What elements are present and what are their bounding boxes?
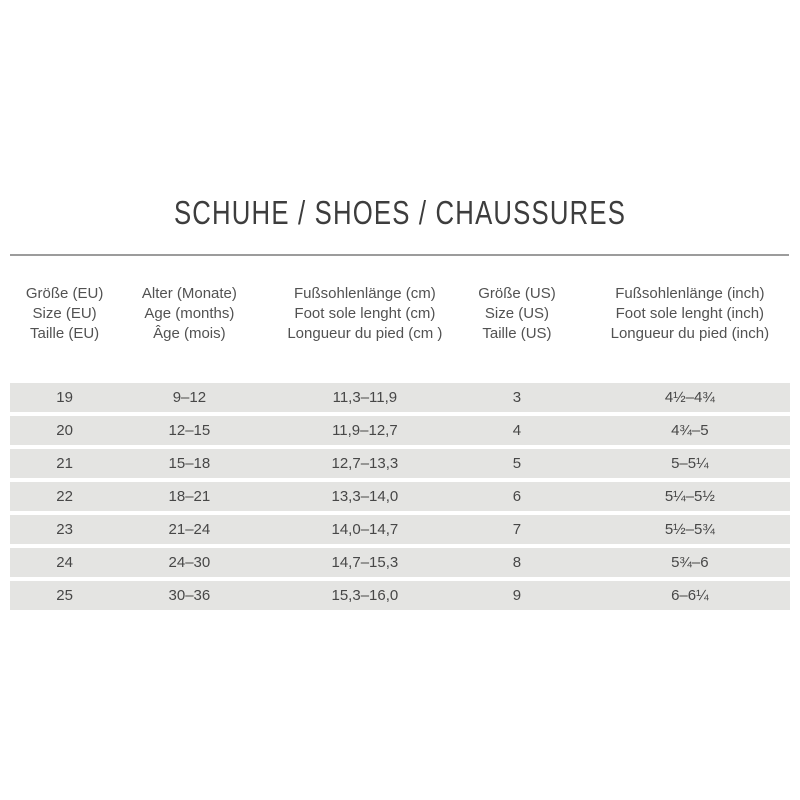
cell-length-cm: 12,7–13,3 — [331, 455, 399, 472]
cell-us-size: 7 — [512, 521, 522, 538]
header-label-fr: Longueur du pied (inch) — [610, 325, 770, 342]
cell-eu-size: 22 — [56, 488, 73, 505]
cell-length-inch: 5½–5¾ — [664, 521, 715, 538]
cell-length-cm: 13,3–14,0 — [331, 488, 399, 505]
title-divider — [10, 254, 789, 256]
cell-us-size: 6 — [512, 488, 522, 505]
header-label-fr: Longueur du pied (cm ) — [287, 325, 443, 342]
cell-us-size: 3 — [512, 389, 522, 406]
cell-age: 12–15 — [168, 422, 211, 439]
cell-length-cm: 11,3–11,9 — [332, 389, 398, 406]
column-header-foot-length-inch — [564, 284, 790, 344]
cell-eu-size: 19 — [56, 389, 73, 406]
table-row — [10, 482, 790, 511]
column-header-foot-length-cm — [260, 284, 471, 344]
table-row — [10, 548, 790, 577]
header-label-de: Fußsohlenlänge (cm) — [294, 285, 436, 302]
cell-length-cm: 14,7–15,3 — [331, 554, 399, 571]
header-label-en: Age (months) — [144, 305, 235, 322]
cell-length-inch: 4½–4¾ — [664, 389, 715, 406]
column-header-us-size — [470, 284, 564, 344]
table-header-row — [10, 284, 790, 344]
table-row — [10, 449, 790, 478]
cell-us-size: 5 — [512, 455, 522, 472]
table-body — [10, 383, 790, 614]
cell-us-size: 8 — [512, 554, 522, 571]
table-row — [10, 515, 790, 544]
cell-eu-size: 23 — [56, 521, 73, 538]
cell-length-inch: 5¾–6 — [671, 554, 709, 571]
table-row — [10, 383, 790, 412]
header-label-fr: Taille (US) — [482, 325, 552, 342]
cell-age: 30–36 — [168, 587, 211, 604]
header-label-en: Foot sole lenght (inch) — [615, 305, 765, 322]
header-label-fr: Âge (mois) — [153, 325, 226, 342]
header-label-de: Alter (Monate) — [141, 285, 237, 302]
cell-age: 15–18 — [168, 455, 211, 472]
cell-length-inch: 5–5¼ — [671, 455, 709, 472]
cell-length-cm: 11,9–12,7 — [332, 422, 398, 439]
cell-age: 18–21 — [168, 488, 211, 505]
header-label-en: Size (EU) — [32, 305, 97, 322]
cell-eu-size: 24 — [56, 554, 73, 571]
cell-length-cm: 15,3–16,0 — [331, 587, 399, 604]
cell-age: 9–12 — [172, 389, 207, 406]
cell-us-size: 9 — [512, 587, 522, 604]
cell-length-inch: 5¼–5½ — [664, 488, 715, 505]
column-header-eu-size — [10, 284, 119, 344]
page-title: SCHUHE / SHOES / CHAUSSURES — [173, 194, 627, 231]
header-label-en: Foot sole lenght (cm) — [294, 305, 436, 322]
header-label-de: Fußsohlenlänge (inch) — [615, 285, 765, 302]
cell-length-inch: 4¾–5 — [671, 422, 709, 439]
table-row — [10, 581, 790, 610]
cell-eu-size: 25 — [56, 587, 73, 604]
cell-length-cm: 14,0–14,7 — [331, 521, 399, 538]
header-label-de: Größe (US) — [478, 285, 556, 302]
header-label-en: Size (US) — [484, 305, 550, 322]
cell-us-size: 4 — [512, 422, 522, 439]
table-row — [10, 416, 790, 445]
cell-eu-size: 21 — [56, 455, 73, 472]
column-header-age — [119, 284, 259, 344]
cell-age: 21–24 — [168, 521, 211, 538]
cell-eu-size: 20 — [56, 422, 73, 439]
header-label-de: Größe (EU) — [25, 285, 104, 302]
cell-length-inch: 6–6¼ — [671, 587, 709, 604]
header-label-fr: Taille (EU) — [30, 325, 100, 342]
cell-age: 24–30 — [168, 554, 211, 571]
